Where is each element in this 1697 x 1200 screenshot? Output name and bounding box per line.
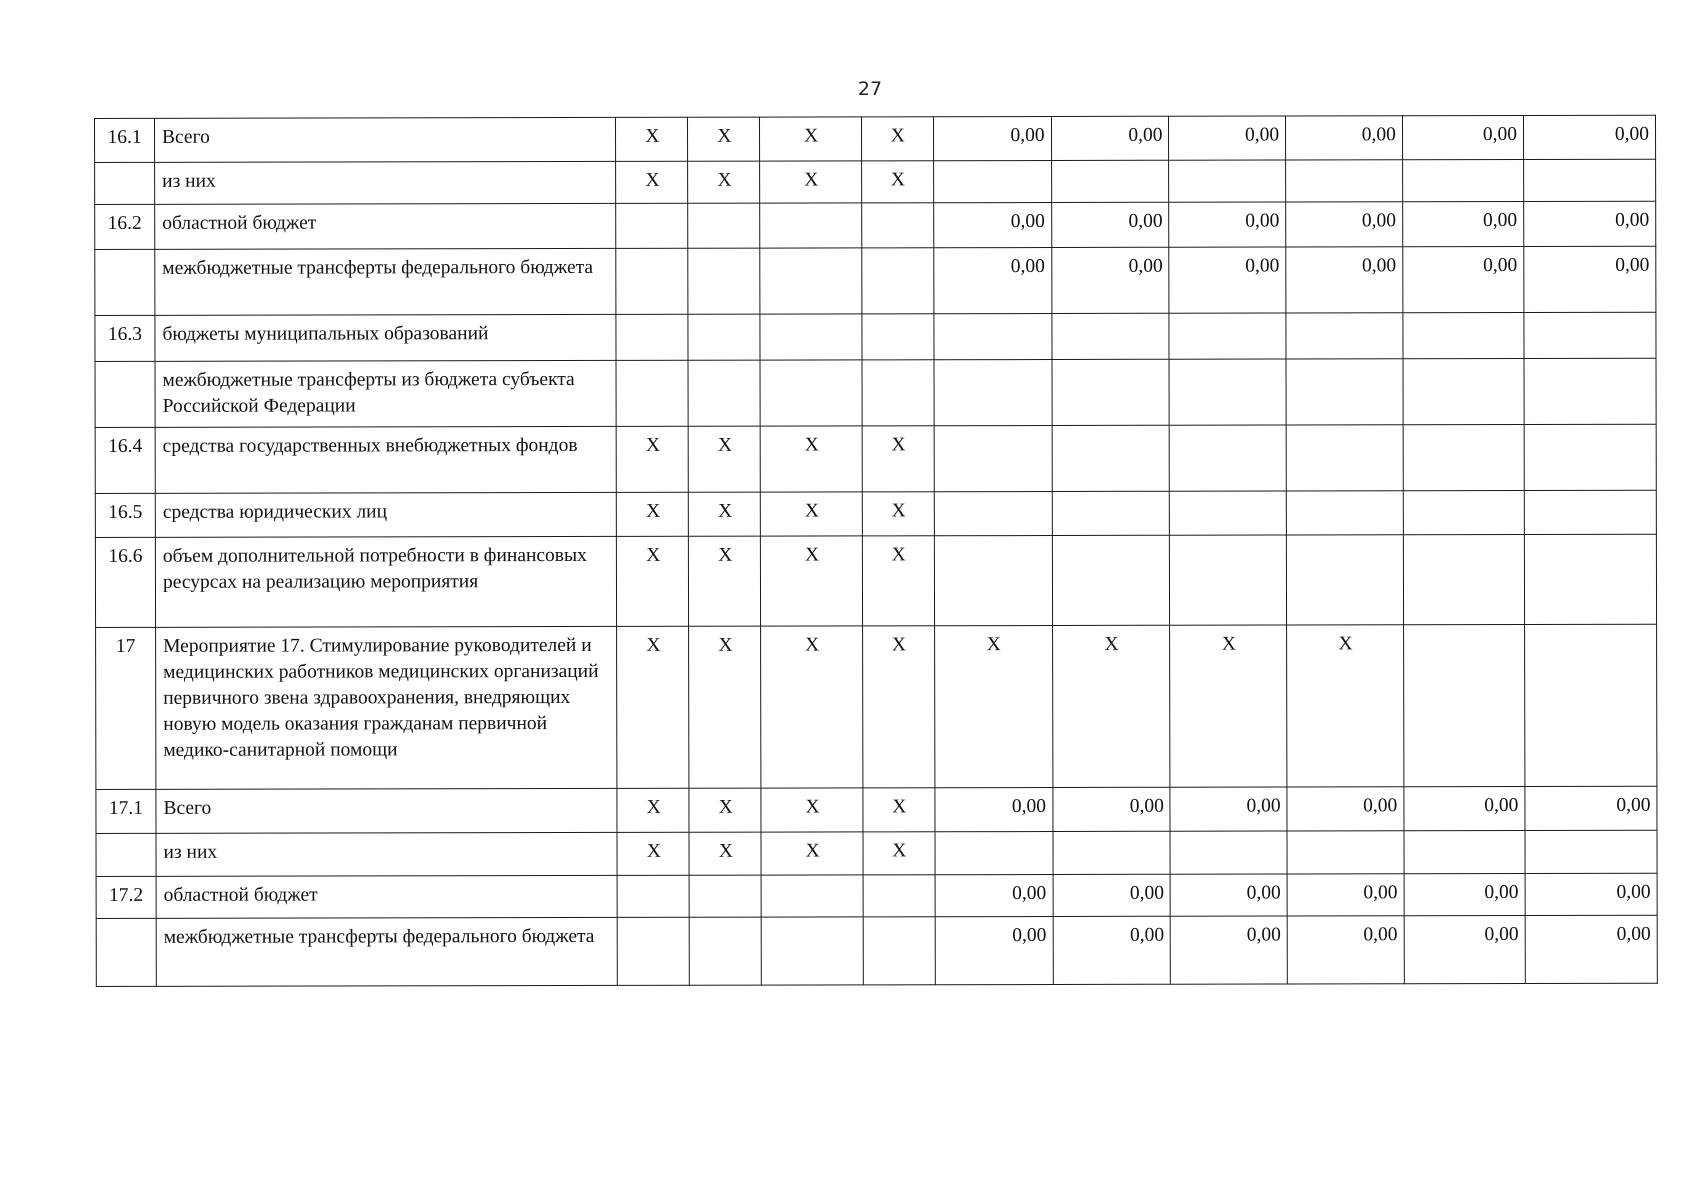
- cell-col-10: 0,00: [1525, 873, 1657, 915]
- cell-col-2: [690, 917, 762, 985]
- row-name: из них: [155, 161, 617, 204]
- cell-col-9: 0,00: [1404, 916, 1525, 984]
- cell-col-1: Х: [617, 426, 689, 492]
- cell-col-2: Х: [689, 536, 761, 626]
- cell-col-6: [1052, 313, 1170, 359]
- cell-col-8: [1286, 425, 1403, 491]
- cell-col-9: 0,00: [1402, 116, 1523, 160]
- cell-col-8: 0,00: [1286, 247, 1403, 313]
- cell-col-8: [1286, 535, 1403, 625]
- cell-col-3: [762, 917, 864, 985]
- cell-col-8: [1286, 160, 1403, 202]
- cell-col-4: Х: [861, 117, 933, 161]
- cell-col-3: [760, 248, 862, 314]
- cell-col-2: [688, 203, 760, 248]
- cell-col-3: Х: [760, 161, 862, 203]
- cell-col-7: [1170, 535, 1287, 625]
- cell-col-6: [1051, 160, 1169, 202]
- cell-col-2: Х: [689, 788, 761, 832]
- cell-col-5: 0,00: [935, 787, 1053, 831]
- row-number: 17.2: [96, 876, 156, 918]
- cell-col-6: 0,00: [1053, 916, 1171, 984]
- cell-col-10: [1524, 312, 1656, 358]
- cell-col-9: 0,00: [1403, 202, 1524, 247]
- cell-col-1: [616, 203, 688, 248]
- cell-col-6: 0,00: [1051, 247, 1169, 313]
- row-number: 17: [96, 627, 156, 789]
- cell-col-2: Х: [688, 161, 760, 203]
- table-row: [96, 830, 1657, 876]
- cell-col-5: [934, 313, 1052, 359]
- cell-col-7: [1170, 425, 1287, 491]
- row-name: бюджеты муниципальных образований: [155, 314, 617, 361]
- table-row: [95, 490, 1656, 537]
- cell-col-6: 0,00: [1053, 874, 1171, 916]
- cell-col-9: [1403, 425, 1524, 491]
- cell-col-4: [862, 248, 934, 314]
- budget-table: [94, 115, 1658, 987]
- table-row: [95, 312, 1656, 361]
- cell-col-1: [618, 917, 690, 985]
- cell-col-8: 0,00: [1287, 787, 1404, 831]
- cell-col-3: [761, 875, 863, 917]
- row-number: 16.6: [95, 537, 155, 627]
- table-row: [96, 624, 1657, 789]
- cell-col-1: [616, 248, 688, 314]
- cell-col-6: [1052, 359, 1170, 425]
- cell-col-10: 0,00: [1524, 201, 1656, 246]
- cell-col-8: [1286, 359, 1403, 425]
- cell-col-4: Х: [863, 832, 935, 875]
- row-number: 17.1: [96, 789, 156, 833]
- cell-col-9: [1403, 491, 1524, 535]
- cell-col-10: 0,00: [1523, 115, 1655, 159]
- table-row: [96, 915, 1657, 986]
- row-name: Мероприятие 17. Стимулирование руководителей и медицинских работников медицинских организаций первичного звена здравоохранения, внедряющих новую модель оказания гражданам первичной медико-санитарной помощи: [156, 626, 618, 789]
- cell-col-5: [933, 160, 1051, 202]
- cell-col-2: Х: [689, 492, 761, 536]
- cell-col-6: [1052, 425, 1170, 491]
- cell-col-10: [1523, 159, 1655, 201]
- row-number: [96, 833, 156, 876]
- cell-col-3: Х: [761, 492, 863, 536]
- cell-col-9: [1403, 313, 1524, 359]
- row-name: межбюджетные трансферты из бюджета субъекта Российской Федерации: [155, 360, 617, 427]
- cell-col-10: [1524, 490, 1656, 534]
- cell-col-5: Х: [934, 625, 1052, 787]
- table-row: [95, 115, 1656, 162]
- cell-col-5: 0,00: [934, 247, 1052, 313]
- row-name: Всего: [156, 788, 618, 833]
- cell-col-2: [689, 875, 761, 917]
- cell-col-5: 0,00: [933, 116, 1051, 160]
- cell-col-6: 0,00: [1052, 787, 1170, 831]
- row-number: [95, 249, 155, 315]
- cell-col-1: Х: [617, 626, 689, 788]
- cell-col-9: [1403, 359, 1524, 425]
- cell-col-3: [760, 314, 862, 360]
- cell-col-1: [617, 875, 689, 917]
- cell-col-9: 0,00: [1403, 247, 1524, 313]
- cell-col-6: Х: [1052, 625, 1170, 787]
- cell-col-3: Х: [761, 536, 863, 626]
- cell-col-2: Х: [689, 626, 761, 788]
- table-body: [95, 115, 1658, 986]
- row-number: 16.4: [95, 427, 155, 493]
- cell-col-1: Х: [617, 788, 689, 832]
- cell-col-10: [1524, 358, 1656, 424]
- cell-col-5: 0,00: [935, 874, 1053, 916]
- row-name: средства юридических лиц: [155, 492, 617, 537]
- cell-col-10: [1524, 424, 1656, 490]
- cell-col-5: [934, 425, 1052, 491]
- row-number: 16.2: [95, 204, 155, 249]
- row-name: межбюджетные трансферты федерального бюджета: [155, 248, 617, 315]
- row-name: областной бюджет: [156, 875, 618, 918]
- cell-col-5: 0,00: [935, 916, 1053, 984]
- table-row: [95, 358, 1656, 427]
- cell-col-7: 0,00: [1169, 202, 1286, 247]
- cell-col-4: Х: [862, 492, 934, 536]
- table-row: [96, 873, 1657, 918]
- cell-col-1: Х: [616, 117, 688, 161]
- cell-col-7: 0,00: [1169, 116, 1286, 160]
- table-row: [95, 201, 1656, 249]
- cell-col-6: 0,00: [1051, 202, 1169, 247]
- cell-col-8: Х: [1287, 625, 1404, 787]
- cell-col-4: [863, 917, 935, 985]
- cell-col-1: Х: [617, 536, 689, 626]
- row-name: областной бюджет: [155, 203, 617, 249]
- cell-col-1: [616, 314, 688, 360]
- cell-col-4: [861, 203, 933, 248]
- cell-col-4: Х: [862, 536, 934, 626]
- table-row: [95, 534, 1656, 627]
- cell-col-6: [1052, 491, 1170, 535]
- cell-col-2: [688, 248, 760, 314]
- row-name: Всего: [154, 117, 616, 162]
- row-number: [95, 361, 155, 427]
- cell-col-2: [688, 360, 760, 426]
- cell-col-5: 0,00: [933, 202, 1051, 247]
- row-name: объем дополнительной потребности в финансовых ресурсах на реализацию мероприятия: [155, 536, 617, 627]
- cell-col-6: [1053, 831, 1171, 874]
- cell-col-7: 0,00: [1169, 247, 1286, 313]
- cell-col-2: Х: [689, 832, 761, 875]
- cell-col-9: [1404, 831, 1525, 874]
- row-number: 16.5: [95, 493, 155, 537]
- cell-col-3: Х: [760, 117, 862, 161]
- cell-col-10: 0,00: [1525, 786, 1657, 830]
- cell-col-5: [934, 491, 1052, 535]
- cell-col-6: 0,00: [1051, 116, 1169, 160]
- cell-col-4: [862, 314, 934, 360]
- cell-col-4: Х: [862, 626, 934, 788]
- cell-col-2: Х: [688, 117, 760, 161]
- table-row: [95, 246, 1656, 315]
- cell-col-7: [1169, 359, 1286, 425]
- cell-col-8: [1286, 491, 1403, 535]
- cell-col-2: [688, 314, 760, 360]
- cell-col-3: Х: [761, 788, 863, 832]
- cell-col-4: Х: [861, 161, 933, 203]
- cell-col-4: Х: [863, 788, 935, 832]
- cell-col-3: Х: [761, 832, 863, 875]
- cell-col-8: [1286, 313, 1403, 359]
- cell-col-3: Х: [761, 626, 863, 788]
- cell-col-7: 0,00: [1170, 787, 1287, 831]
- cell-col-3: [760, 360, 862, 426]
- cell-col-1: Х: [616, 161, 688, 203]
- cell-col-7: 0,00: [1170, 874, 1287, 916]
- cell-col-7: Х: [1170, 625, 1287, 787]
- cell-col-10: [1524, 624, 1656, 786]
- cell-col-9: [1402, 160, 1523, 202]
- cell-col-8: 0,00: [1287, 916, 1404, 984]
- table-row: [95, 159, 1656, 204]
- cell-col-7: [1169, 160, 1286, 202]
- cell-col-1: Х: [617, 832, 689, 875]
- cell-col-6: [1052, 535, 1170, 625]
- row-number: [95, 162, 155, 204]
- cell-col-1: Х: [617, 492, 689, 536]
- cell-col-7: [1170, 831, 1287, 874]
- row-number: 16.3: [95, 315, 155, 361]
- cell-col-7: 0,00: [1171, 916, 1288, 984]
- cell-col-10: [1525, 830, 1657, 873]
- cell-col-5: [935, 831, 1053, 874]
- cell-col-8: 0,00: [1287, 874, 1404, 916]
- cell-col-8: [1287, 831, 1404, 874]
- cell-col-5: [934, 359, 1052, 425]
- table-row: [95, 424, 1656, 493]
- cell-col-9: [1403, 535, 1524, 625]
- cell-col-4: Х: [862, 426, 934, 492]
- cell-col-9: 0,00: [1404, 874, 1525, 916]
- cell-col-4: [863, 875, 935, 917]
- cell-col-5: [934, 535, 1052, 625]
- cell-col-3: Х: [761, 426, 863, 492]
- row-number: 16.1: [95, 118, 155, 162]
- cell-col-8: 0,00: [1286, 116, 1403, 160]
- cell-col-9: 0,00: [1404, 787, 1525, 831]
- cell-col-7: [1169, 313, 1286, 359]
- cell-col-7: [1170, 491, 1287, 535]
- cell-col-8: 0,00: [1286, 202, 1403, 247]
- cell-col-1: [616, 360, 688, 426]
- table-row: [96, 786, 1657, 833]
- cell-col-3: [760, 203, 862, 248]
- cell-col-2: Х: [689, 426, 761, 492]
- row-name: средства государственных внебюджетных фондов: [155, 426, 617, 493]
- cell-col-10: 0,00: [1525, 915, 1657, 983]
- row-number: [96, 918, 156, 986]
- cell-col-10: [1524, 534, 1656, 624]
- cell-col-10: 0,00: [1524, 246, 1656, 312]
- cell-col-4: [862, 360, 934, 426]
- cell-col-9: [1403, 625, 1524, 787]
- page-number: 27: [857, 78, 883, 100]
- row-name: из них: [156, 832, 618, 876]
- row-name: межбюджетные трансферты федерального бюджета: [156, 917, 618, 986]
